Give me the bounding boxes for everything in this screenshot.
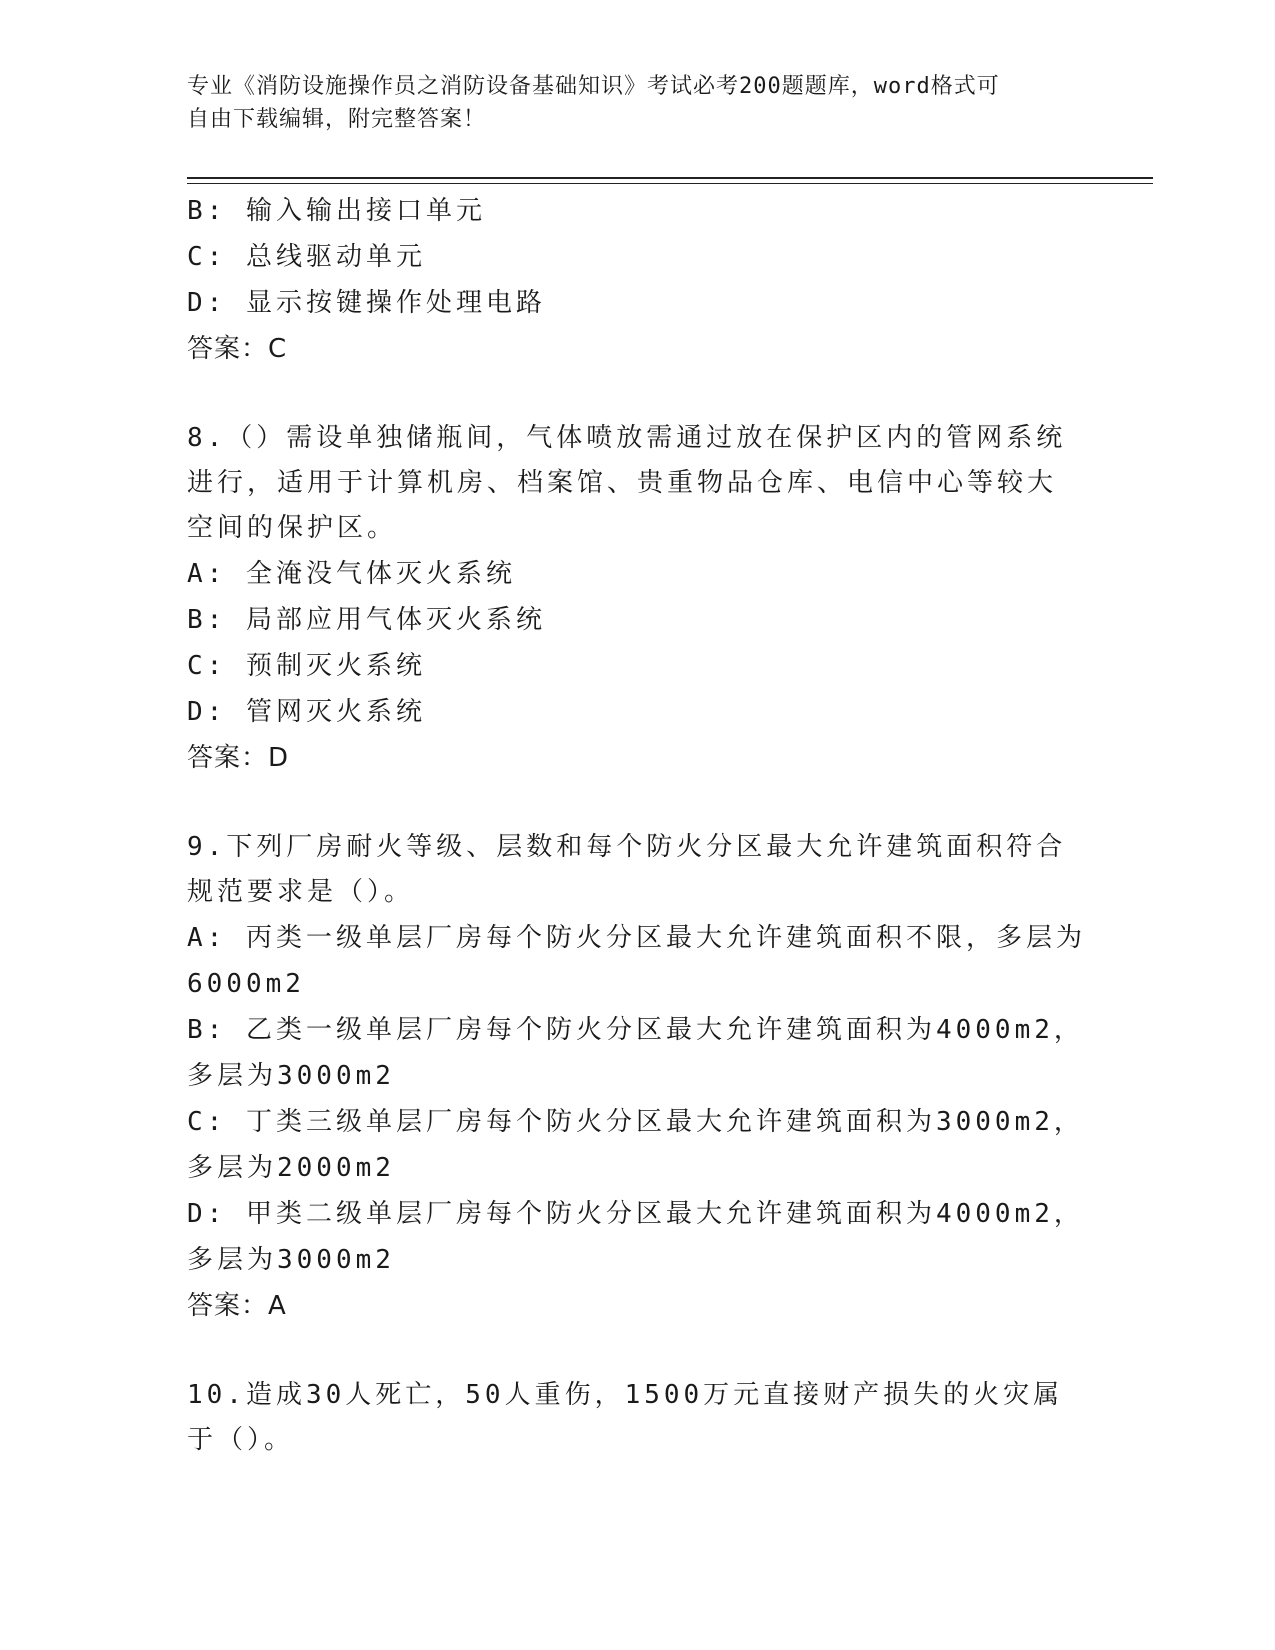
option-a: A: 全淹没气体灭火系统 [187, 559, 516, 589]
spacer [187, 372, 1087, 416]
header-rule-thin [187, 183, 1153, 184]
option-d: D: 显示按键操作处理电路 [187, 288, 546, 318]
option-c: C: 总线驱动单元 [187, 242, 426, 272]
question-stem: 8.（）需设单独储瓶间，气体喷放需通过放在保护区内的管网系统进行，适用于计算机房、档案馆、贵重物品仓库、电信中心等较大空间的保护区。 [187, 423, 1067, 543]
header-line-1: 专业《消防设施操作员之消防设备基础知识》考试必考200题题库，word格式可 [187, 74, 1000, 99]
option-c: C: 丁类三级单层厂房每个防火分区最大允许建筑面积为3000m2，多层为2000m2 [187, 1107, 1084, 1183]
question-9 [187, 825, 1087, 1329]
question-stem: 10.造成30人死亡，50人重伤，1500万元直接财产损失的火灾属于（）。 [187, 1380, 1064, 1455]
header-line-2: 自由下载编辑，附完整答案！ [187, 107, 487, 132]
answer-line: 答案：A [187, 1291, 287, 1321]
question-7-fragment [187, 188, 1087, 372]
answer-line: 答案：D [187, 743, 290, 773]
question-8 [187, 416, 1087, 781]
option-d: D: 管网灭火系统 [187, 697, 426, 727]
spacer [187, 1329, 1087, 1373]
option-b: B: 乙类一级单层厂房每个防火分区最大允许建筑面积为4000m2，多层为3000m2 [187, 1015, 1084, 1091]
question-10 [187, 1373, 1087, 1463]
option-d: D: 甲类二级单层厂房每个防火分区最大允许建筑面积为4000m2，多层为3000m2 [187, 1199, 1084, 1275]
option-b: B: 输入输出接口单元 [187, 196, 486, 226]
option-a: A: 丙类一级单层厂房每个防火分区最大允许建筑面积不限，多层为6000m2 [187, 923, 1086, 999]
header-rule-thick [187, 177, 1153, 179]
document-body [187, 188, 1087, 1463]
spacer [187, 781, 1087, 825]
question-stem: 9.下列厂房耐火等级、层数和每个防火分区最大允许建筑面积符合规范要求是（）。 [187, 832, 1067, 907]
document-header [187, 70, 1067, 136]
answer-line: 答案：C [187, 334, 288, 364]
option-c: C: 预制灭火系统 [187, 651, 426, 681]
option-b: B: 局部应用气体灭火系统 [187, 605, 546, 635]
